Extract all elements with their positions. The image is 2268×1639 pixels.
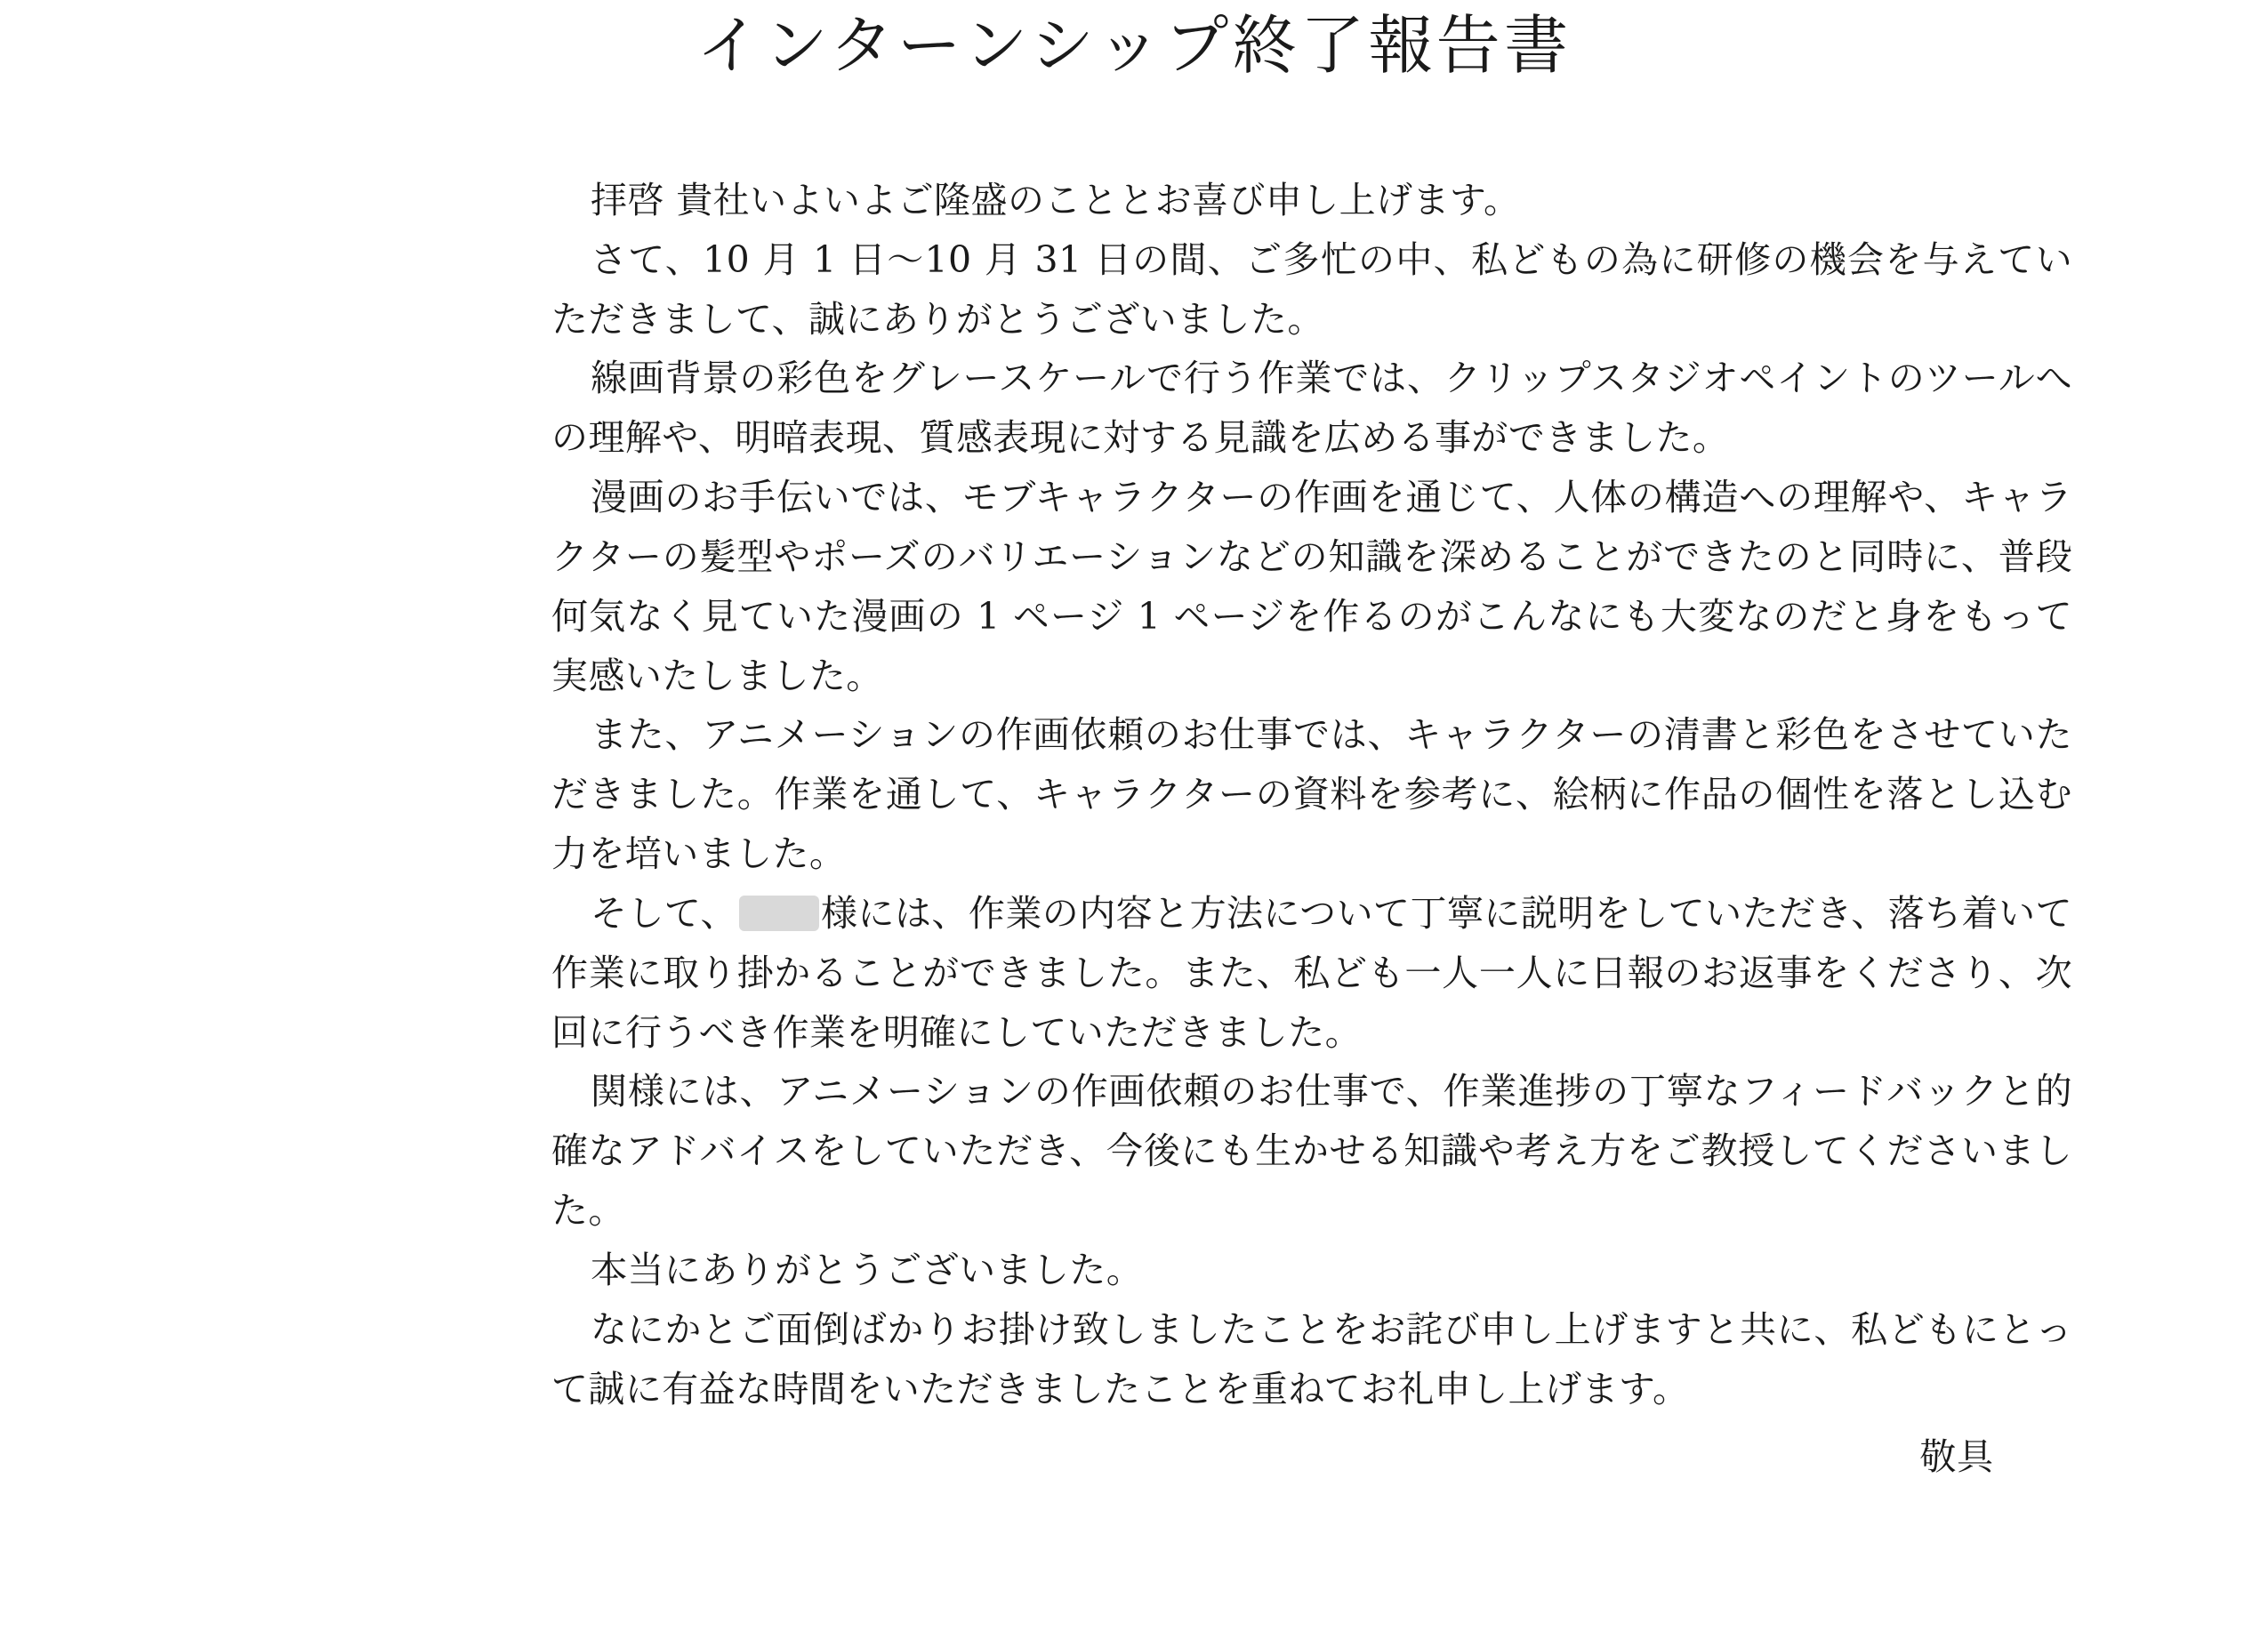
paragraph-thanks: 本当にありがとうございました。	[591, 1248, 1144, 1291]
page-title: インターンシップ終了報告書	[696, 8, 1572, 83]
document-body	[196, 171, 2072, 1487]
paragraph-training-period: さて、10 月 1 日〜10 月 31 日の間、ご多忙の中、私どもの為に研修の機会を与えていただきまして、誠にありがとうございました。	[551, 237, 2072, 341]
paragraph-apology-closing: なにかとご面倒ばかりお掛け致しましたことをお詫び申し上げますと共に、私どもにとって誠に有益な時間をいただきましたことを重ねてお礼申し上げます。	[551, 1307, 2072, 1410]
paragraph-grayscale-work: 線画背景の彩色をグレースケールで行う作業では、クリップスタジオペイントのツールへの理解や、明暗表現、質感表現に対する見識を広める事ができました。	[551, 357, 2072, 460]
redacted-paragraph-before: そして、	[591, 891, 737, 935]
redaction-block	[739, 896, 819, 931]
paragraph-animation-work: また、アニメーションの作画依頼のお仕事では、キャラクターの清書と彩色をさせていただきました。作業を通して、キャラクターの資料を参考に、絵柄に作品の個性を落とし込む力を培いました。	[551, 713, 2072, 876]
closing-salutation: 敬具	[1919, 1435, 1994, 1479]
paragraph-redacted-mentor	[551, 884, 2072, 1062]
paragraph-seki-feedback: 関様には、アニメーションの作画依頼のお仕事で、作業進捗の丁寧なフィードバックと的確なアドバイスをしていただき、今後にも生かせる知識や考え方をご教授してくださいました。	[551, 1070, 2072, 1233]
paragraph-greeting: 拝啓 貴社いよいよご隆盛のこととお喜び申し上げます。	[591, 179, 1521, 221]
redacted-paragraph-after: 様には、作業の内容と方法について丁寧に説明をしていただき、落ち着いて作業に取り掛かることができました。また、私ども一人一人に日報のお返事をくださり、次回に行うべき作業を明確にしていただきました。	[551, 891, 2072, 1054]
paragraph-manga-assistance: 漫画のお手伝いでは、モブキャラクターの作画を通じて、人体の構造への理解や、キャラクターの髪型やポーズのバリエーションなどの知識を深めることができたのと同時に、普段何気なく見ていた漫画の 1 ページ 1 ページを作るのがこんなにも大変なのだと身をもって実感いたしました。	[551, 476, 2072, 697]
